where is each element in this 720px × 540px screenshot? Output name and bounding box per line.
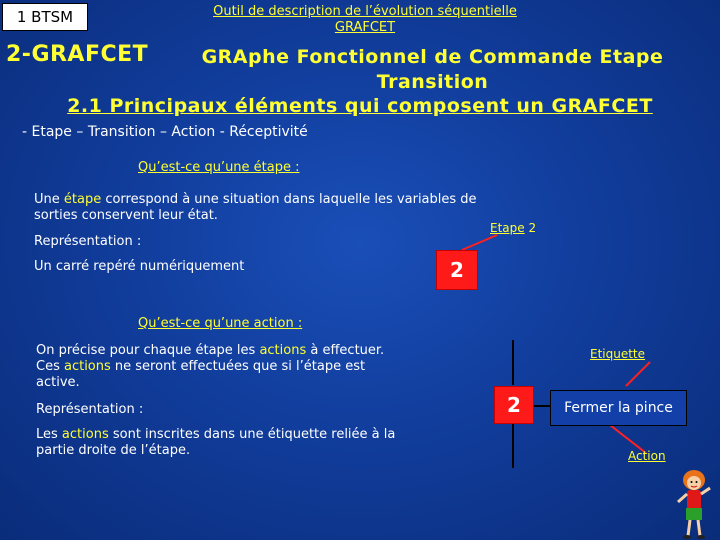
elements-list: - Etape – Transition – Action - Réceptivité — [22, 124, 308, 140]
action-step-box: 2 — [494, 386, 534, 424]
action-r1-keyword: actions — [61, 427, 109, 442]
class-badge: 1 BTSM — [2, 3, 88, 31]
action-tag: Action — [628, 449, 666, 463]
etape-step-box: 2 — [436, 250, 478, 290]
etape-pointer-line — [462, 235, 497, 250]
action-l1-part2: à effectuer. — [306, 343, 385, 358]
action-r1-part2: sont inscrites dans une étiquette reliée à la — [108, 427, 396, 442]
action-question: Qu’est-ce qu’une action : — [138, 316, 303, 331]
action-representation-label: Représentation : — [36, 402, 144, 417]
subtitle-line-2: GRAFCET — [334, 20, 396, 35]
action-l1-keyword: actions — [259, 343, 307, 358]
subtitle-line-1: Outil de description de l’évolution séquentielle — [213, 4, 517, 19]
etape-representation-text: Un carré repéré numériquement — [34, 259, 245, 274]
action-definition — [36, 343, 486, 391]
etiquette-pointer-line — [626, 362, 650, 386]
section-heading: 2.1 Principaux éléments qui composent un GRAFCET — [67, 95, 653, 117]
action-def-line-2 — [36, 359, 486, 375]
action-def-line-1 — [36, 343, 486, 359]
action-r-line-2: partie droite de l’étape. — [36, 443, 191, 458]
etiquette-tag: Etiquette — [590, 347, 646, 361]
etape-question: Qu’est-ce qu’une étape : — [138, 160, 300, 175]
etape-tag-word: Etape — [490, 221, 525, 235]
title-line-1: GRAphe Fonctionnel de Commande Etape — [201, 46, 664, 68]
action-def-line-3: active. — [36, 375, 80, 390]
etape-def-keyword: étape — [63, 192, 102, 207]
action-l2-keyword: actions — [63, 359, 111, 374]
girl-mascot-icon — [672, 468, 718, 540]
action-l2-part2: ne seront effectuées que si l’étape est — [110, 359, 366, 374]
action-label-box: Fermer la pince — [550, 390, 687, 426]
etape-def-part1: Une — [34, 192, 64, 207]
action-l2-part1: Ces — [36, 359, 64, 374]
etape-representation-label: Représentation : — [34, 234, 142, 249]
action-representation-text — [36, 427, 486, 459]
action-l1-part1: On précise pour chaque étape les — [36, 343, 260, 358]
action-r-line-1 — [36, 427, 486, 443]
etape-tag-number: 2 — [524, 221, 537, 235]
etape-def-part2: correspond à une situation dans laquelle les variables de — [101, 192, 477, 207]
action-r1-part1: Les — [36, 427, 62, 442]
title-line-2: Transition — [376, 71, 489, 93]
etape-def-line-2: sorties conservent leur état. — [34, 208, 218, 223]
chapter-title: 2-GRAFCET — [6, 42, 149, 67]
